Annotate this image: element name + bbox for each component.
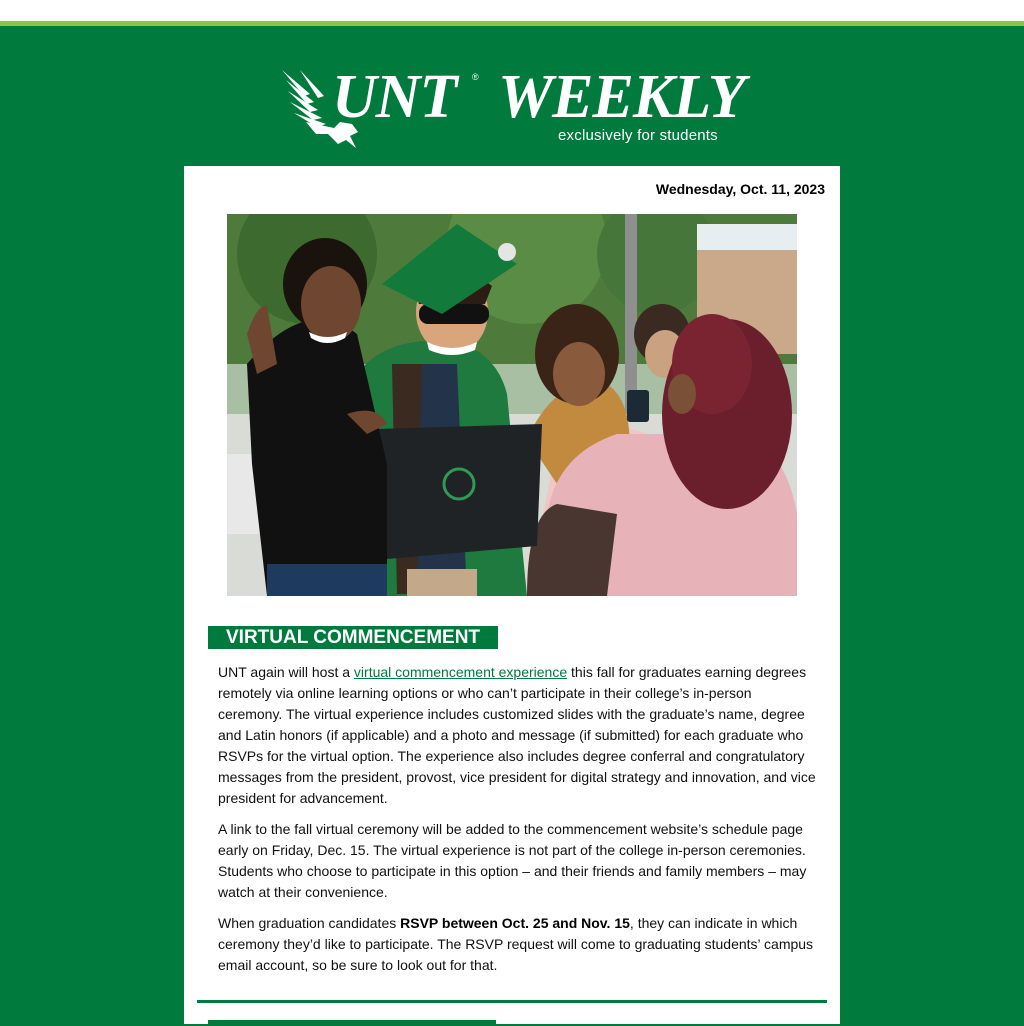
- registered-mark: ®: [472, 72, 479, 82]
- article-paragraph-2: A link to the fall virtual ceremony will be added to the commencement website’s schedule page early on Friday, Dec. 15. The virtual experience is not part of the college in-person ceremonies. Students who choose to participate in this option – and their friends and family members – may watch at their convenience.: [218, 821, 807, 900]
- tagline: exclusively for students: [558, 127, 718, 144]
- paragraph-text: UNT again will host a: [218, 664, 354, 680]
- paragraph-text: , they can indicate in which ceremony they’d like to participate. The RSVP request will come to graduating students’ campus email account, so be sure to look out for that.: [218, 915, 814, 973]
- article-paragraph-1: [218, 662, 818, 809]
- top-white-strip: [0, 0, 1024, 21]
- issue-date: Wednesday, Oct. 11, 2023: [655, 181, 825, 197]
- hero-photo[interactable]: [227, 214, 797, 596]
- article-paragraph-3: [218, 913, 818, 976]
- graduation-photo-illustration: [227, 214, 797, 596]
- next-section-title-bar: [208, 1020, 496, 1026]
- brand-weekly: WEEKLY: [498, 63, 745, 131]
- virtual-commencement-link[interactable]: virtual commencement experience: [353, 664, 568, 680]
- article-body: [218, 662, 818, 986]
- paragraph-text: this fall for graduates earning degrees remotely via online learning options or who can’t participate in their college’s in-person ceremony. The virtual experience includes customized slides with the graduate’s name, degree and Latin honors (if applicable) and a photo and message (if submitted) for each graduate who RSVPs for the virtual option. The experience also includes degree conferral and congratulatory messages from the president, provost, vice president for digital strategy and innovation, and vice president for advancement.: [218, 664, 816, 806]
- paragraph-text: When graduation candidates: [218, 915, 401, 931]
- masthead-logo[interactable]: [280, 64, 750, 156]
- brand-unt: UNT: [332, 63, 457, 131]
- rsvp-dates-highlight: RSVP between Oct. 25 and Nov. 15: [400, 915, 630, 931]
- newsletter-card: [184, 166, 840, 1024]
- section-title-virtual-commencement: VIRTUAL COMMENCEMENT: [208, 626, 498, 649]
- section-divider: [197, 1000, 827, 1003]
- top-accent-line: [0, 21, 1024, 26]
